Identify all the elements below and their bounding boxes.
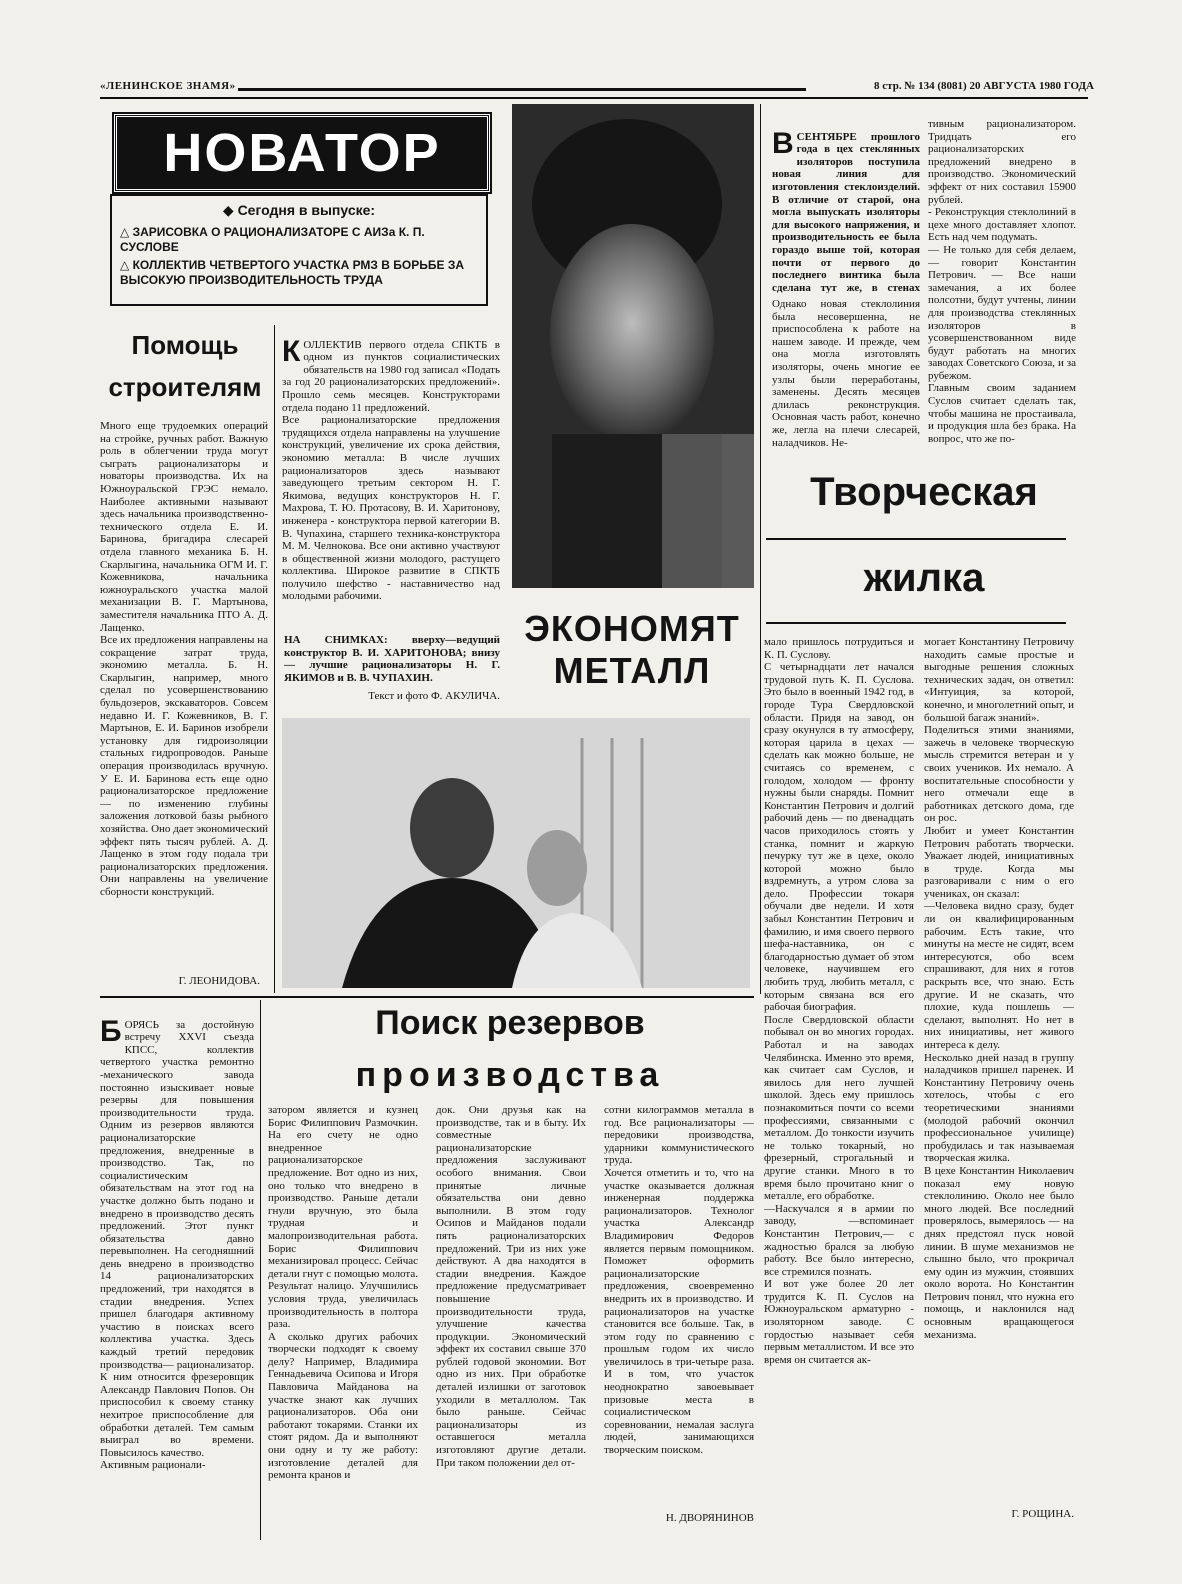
column-rule (260, 1000, 261, 1540)
masthead: «ЛЕНИНСКОЕ ЗНАМЯ» (100, 80, 236, 92)
article-body: Много еще трудоемких операций на стройке, ручных работ. Важную роль в облегчении труда могут сыграть рационализаторы и новаторы производства. Их на Южноуральской ГРЭС немало. Наиболее активными называют здесь начальника производственно-технического отдела Е. И. Баринова, бригадира слесарей отдела главного механика Б. Н. Скарлыгина, начальника ОГМ И. Г. Кожевникова, начальника южноуральского участка малой механизации В. Г. Мартынова, заместителя начальника ПТО А. Д. Лащенко. Все их предложения направлены на сокращение затрат труда, экономию металла. Б. Н. Скарлыгин, например, много сделал по усовершенствованию бульдозеров, экскаваторов. Совсем недавно И. Г. Кожевников, В. Г. Мартынов, Е. И. Баринов изобрели установку для гидроизоляции стальных гидропроводов. Раньше операция производилась вручную. У Е. И. Баринова есть еще одно рационализаторское предложение — по изменению глубины заложения лотковой базы рыбного хозяйства. Оно дает экономический эффект пять тысяч рублей. А. Д. Лащенко в этом году подала три рационализаторских предложения. Они направлены на увеличение сборности конструкций. (100, 420, 268, 898)
header-rule (238, 88, 806, 91)
article-headline: производства (355, 1056, 665, 1094)
article-author: Г. ЛЕОНИДОВА. (178, 975, 260, 987)
article-body: могает Константину Петровичу находить самые простые и выгодные решения сложных технических задач, он ответил: «Интуиция, за которой, конечно, и многолетний опыт, и большой багаж знаний». Поделиться этими знаниями, зажечь в человеке творческую мысль стремится ветеран и у своих учеников. Их немало. А воспитательные способности у него отмечали еще в работниках детского дома, где он рос. Любит и умеет Константин Петрович работать творчески. Уважает людей, инициативных в труде. Когда мы разговаривали с ним о его учениках, он сказал: —Человека видно сразу, будет ли он квалифицированным рабочим. Есть такие, что минуты на месте не сидят, всем интересуются, обо всем спрашивают, для них я готов раскрыть все, что знаю. Есть другие. И не сказать, что плохие, куда пошлешь — сделают, выполнят. Но нет в них инициативы, нет живого интереса к делу. Несколько дней назад в группу наладчиков пришел паренек. И Константину Петровичу очень хотелось, чтобы с его теоретическими знаниями (молодой рабочий окончил профессиональное училище) пробудилась и так называемая творческая жилка. В цехе Константин Николаевич показал ему новую стеклолинию. Около нее было много людей. Все последний проверялось, вымерялось — на днях предстоял пуск новой линии. В шуме механизмов не слышно было, что прокричал ему один из мужчин, стоявших около ворота. Но Константин Петрович понял, что нужна его помощь, и наклонился над основным вращающегося механизма. (924, 636, 1074, 1341)
article-author: Г. РОЩИНА. (1011, 1508, 1074, 1520)
article-author: Н. ДВОРЯНИНОВ (665, 1512, 754, 1524)
contents-title: ◆ Сегодня в выпуске: (222, 202, 376, 218)
article-text: ОЛЛЕКТИВ первого отдела СПКТБ в одном из пунктов социалистических обязательств на 1980 год записал «Подать за год 20 рационализаторских предложений». Прошло семь месяцев. Конструкторами отдела подано 11 предложений. Все рационализаторские предложения трудящихся отдела направлены на улучшение конструкций, увеличение их срока действия, экономию металла: В числе лучших рационализаторов здесь называют заведующего третьим сектором Н. Г. Якимова, ведущих конструкторов Н. Г. Махрова, Т. Ю. Протасову, В. И. Харитонову, инженера - конструктора первой категории В. В. Чупахина, старшего техника-конструктора М. М. Челнокова. Все они активно участвуют в общественной жизни молодого, растущего коллектива. Широкое развитие в СПКТБ получило шефство - наставничество над молодыми рабочими. (282, 338, 500, 603)
article-body (100, 1006, 254, 1540)
issue-line: 8 стр. № 134 (8081) 20 АВГУСТА 1980 ГОДА (874, 80, 1094, 92)
article-headline: жилка (863, 556, 985, 600)
contents-box (110, 194, 488, 306)
headline-rule (766, 622, 1066, 624)
section-title: НОВАТОР (114, 114, 490, 192)
column-rule (274, 325, 275, 993)
portrait-image (512, 104, 754, 588)
article-headline: Творческая (810, 470, 1038, 514)
article-body: тивным рационализатором. Тридцать его рационализаторских предложений внедрено в производство. Экономический эффект от них составил 15900 рублей. - Реконструкция стеклолиний в цехе много доставляет хлопот. Есть над чем подумать. — Не только для себя делаем,— говорит Константин Петрович. — Все наши замечания, а их более полсотни, будут учтены, линии для производства стеклянных изоляторов в усовершенствованном виде будут работать на многих заводах Советского Союза, и за рубежом. Главным своим заданием Суслов считает сделать так, чтобы машина не простаивала, и продукция шла без брака. На вопрос, что же по- (928, 118, 1076, 445)
drop-cap: В (772, 126, 794, 160)
headline-rule (766, 538, 1066, 540)
article-intro (772, 118, 920, 293)
portrait-photo (512, 104, 754, 588)
article-headline: Помощь (131, 330, 239, 360)
drop-cap: К (282, 334, 301, 368)
contents-item: △ КОЛЛЕКТИВ ЧЕТВЕРТОГО УЧАСТКА РМЗ В БОРЬБЕ ЗА ВЫСОКУЮ ПРОИЗВОДИТЕЛЬНОСТЬ ТРУДА (120, 258, 465, 287)
article-body: затором является и кузнец Борис Филиппович Размочкин. На его счету не одно внедренное рационализаторское предложение. Вот одно из них, оно только что внедрено в производство. Раньше детали гнули вручную, это была трудная и малопроизводительная работа. Борис Филиппович механизировал процесс. Сейчас детали гнут с помощью молота. Результат налицо. Улучшились условия труда, увеличилась производительность в полтора раза. А сколько других рабочих творчески подходят к своему делу? Например, Владимира Геннадьевича Осипова и Игоря Павловича Майданова на участке знают как лучших рационализаторов. Оба они работают токарями. Станки их стоят рядом. Да и выполняют они одну и ту же работу: изготовление деталей для ремонта кранов и (268, 1104, 418, 1482)
article-headline: МЕТАЛЛ (553, 650, 711, 691)
workers-photo (282, 718, 750, 988)
article-headline: ЭКОНОМЯТ (524, 608, 740, 649)
article-body: мало пришлось потрудиться и К. П. Суслову. С четырнадцати лет начался трудовой путь К. П. Суслова. Это было в военный 1942 год, в городе Тура Свердловской области. Придя на завод, он сразу окунулся в ту атмосферу, которая царила в цехах — сделать как можно больше, не считаясь со временем, с голодом, холодом — фронту нужны были снаряды. Помнит Константин Петрович и долгий рабочий день — по двенадцать часов приходилось стоять у станка, помнит и жаркую печурку тут же в цехе, около которой можно было вздремнуть, а утром слова за дело. Профессии токаря обучали две недели. И хотя забыл Константин Петрович и фамилию, и имя своего первого шефа-наставника, он с благодарностью думает об этом человеке, научившем его любить труд, любить металл, с которым связана вся его рабочая биография. После Свердловской области побывал он во многих городах. Работал и на заводах Челябинска. Именно это время, как считает сам Суслов, и явилось для него лучшей школой. Здесь ему пришлось познакомиться почти со всеми профессиями, связанными с металлом. До тонкости изучить не только токарный, но фрезерный, строгальный и другие станки. Много в то время было прочитано книг о металле, его обработке. —Наскучался я в армии по заводу, —вспоминает Константин Петрович,— с жадностью брался за любую работу. Все было интересно, все стремился познать. И вот уже более 20 лет трудится К. П. Суслов на Южноуральском арматурно - изоляторном заводе. С гордостью называет себя первым металлистом. И все это время он считается ак- (764, 636, 914, 1366)
article-headline: Поиск резервов (375, 1004, 645, 1042)
header-underline (100, 97, 1088, 99)
column-rule (760, 104, 761, 994)
article-body: Однако новая стеклолиния была несовершенна, не приспособлена к работе на нашем заводе. И прежде, чем она могла изготовлять изоляторы, очень многие ее узлы были переработаны, заменены. Десять месяцев длилась реконструкция. Основная часть работ, конечно же, легла на плечи слесарей, наладчиков. Не- (772, 298, 920, 449)
article-text: СЕНТЯБРЕ прошлого года в цех стеклянных изоляторов поступила новая линия для изготовления стеклоизделий. В отличие от старой, она могла выпускать изоляторы для высокого напряжения, и производительность ее была гораздо выше той, которая почти от первого до последнего винтика была сделана тут же, в стенах (772, 130, 920, 293)
photo-credit: Текст и фото Ф. АКУЛИЧА. (368, 690, 500, 702)
section-rule (100, 996, 754, 998)
contents-item: △ ЗАРИСОВКА О РАЦИОНАЛИЗАТОРЕ С АИЗа К. П. СУСЛОВЕ (120, 225, 425, 254)
workers-image (282, 718, 750, 988)
article-text: ОРЯСЬ за достойную встречу XXVI съезда КПСС, коллектив четвертого участка ремонтно -механического завода постоянно изыскивает новые резервы для повышения производительности труда. Одним из резервов являются рационализаторские предложения, внедренные в производство. Так, по социалистическим обязательствам на этот год на участке должно быть подано и внедрено в производство десять предложений. Этот пункт обязательства давно перевыполнен. На сегодняшний день внедрено в производство 14 рационализаторских предложений, три находятся в стадии внедрения. Успех пришел благодаря активному участию в поисках всего коллектива участка. Здесь каждый третий передовик производства— рационализатор. К ним относится фрезеровщик Александр Павлович Попов. Он приспособил к своему станку нехитрое приспособление для обработки деталей. Тем самым выиграл во времени. Повысилось качество. Активным рационали- (100, 1018, 254, 1472)
article-headline: строителям (108, 372, 262, 402)
article-body: док. Они друзья как на производстве, так и в быту. Их совместные рационализаторские предложения заслуживают особого внимания. Свои принятые личные обязательства они девно выполнили. В этом году Осипов и Майданов подали пять рационализаторских предложений. Три из них уже действуют. А два находятся в стадии внедрения. Каждое предложение предусматривает повышение производительности труда, улучшение качества продукции. Экономический эффект их составил свыше 370 рублей годовой экономии. Вот одно из них. При обработке деталей излишки от заготовок уходили в металлолом. Так было раньше. Сейчас рационализаторы из оставшегося металла изготовляют другие детали. При таком положении дел от- (436, 1104, 586, 1469)
article-body: сотни килограммов металла в год. Все рационализаторы —передовики производства, ударники коммунистического труда. Хочется отметить и то, что на участке оказывается должная инженерная поддержка рационализаторов. Технолог участка Александр Владимирович Федоров является первым помощником. Поможет оформить рационализаторские предложения, своевременно внедрить их в производство. И рационализаторов на участке становится все больше. Так, в этом году по сравнению с прошлым годом их число увеличилось в три-четыре раза. И в том, что участок неоднократно завоевывает призовые места в социалистическом соревновании, немалая заслуга людей, занимающихся творческим поиском. (604, 1104, 754, 1457)
drop-cap: Б (100, 1014, 122, 1048)
photo-caption: НА СНИМКАХ: вверху—ведущий конструктор В. И. ХАРИТОНОВА; внизу — лучшие рационализаторы Н. Г. ЯКИМОВ и В. В. ЧУПАХИН. (284, 634, 500, 684)
article-body (282, 326, 500, 630)
